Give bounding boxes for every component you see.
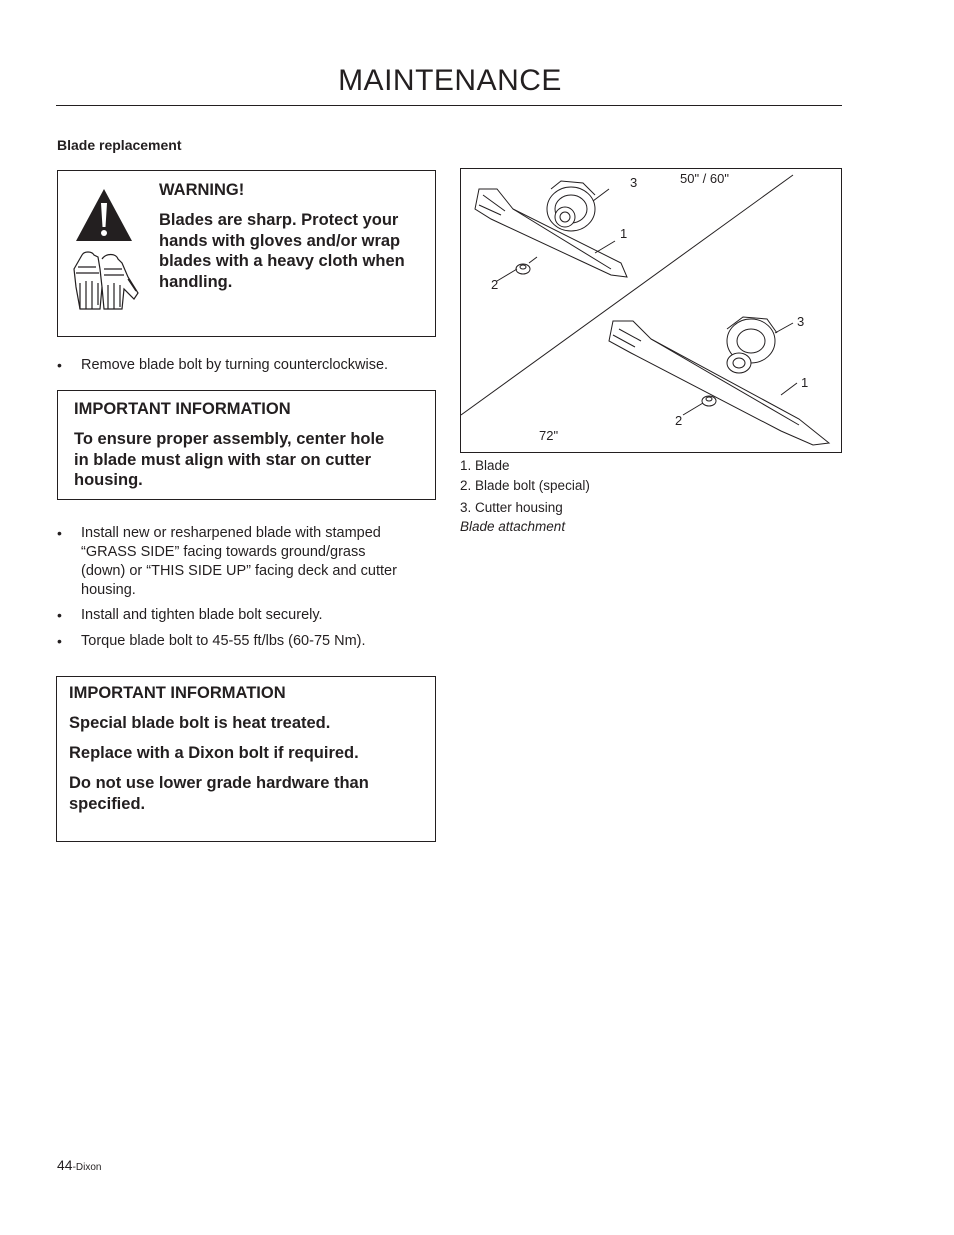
bullet-text [81, 524, 397, 600]
bullet-dot: • [57, 357, 62, 373]
legend-item: 3. Cutter housing [460, 500, 563, 515]
important-info-box [56, 676, 436, 842]
figure-label-bottom: 72" [539, 428, 559, 443]
callout-3-top: 3 [630, 175, 638, 190]
page-footer [57, 1157, 101, 1173]
figure-label-top: 50" / 60" [680, 171, 729, 186]
bullet-line: “GRASS SIDE” facing towards ground/grass [81, 544, 366, 560]
bullet-dot: • [57, 633, 62, 649]
figure-caption: Blade attachment [460, 519, 566, 534]
info-heading: IMPORTANT INFORMATION [74, 400, 291, 418]
info-line: specified. [69, 794, 146, 813]
info-line: Do not use lower grade hardware than [69, 774, 369, 792]
bullet-item [57, 356, 437, 376]
warning-box [57, 170, 436, 337]
bullet-text: Install and tighten blade bolt securely. [81, 607, 323, 623]
title-rule [56, 105, 842, 106]
warning-heading: WARNING! [159, 181, 245, 199]
callout-2-top: 2 [491, 277, 499, 292]
warning-line: handling. [159, 272, 233, 291]
info-text: Special blade bolt is heat treated. [69, 714, 331, 732]
bullet-item [57, 524, 437, 602]
bullet-item [57, 606, 437, 626]
page-number: 44 [57, 1157, 73, 1173]
warning-triangle-icon [74, 187, 134, 243]
footer-brand: -Dixon [72, 1162, 102, 1173]
callout-1-bottom: 1 [801, 375, 809, 390]
info-text [74, 429, 424, 491]
info-heading: IMPORTANT INFORMATION [69, 684, 286, 702]
legend-item: 2. Blade bolt (special) [460, 478, 590, 493]
bullet-line: (down) or “THIS SIDE UP” facing deck and cutter [81, 563, 397, 579]
blade-diagram [461, 169, 841, 452]
bullet-line: housing. [81, 582, 136, 598]
bullet-item [57, 632, 437, 652]
section-title: Blade replacement [57, 137, 182, 153]
info-text: Replace with a Dixon bolt if required. [69, 744, 359, 762]
warning-line: Blades are sharp. Protect your [159, 211, 399, 229]
blade-figure [460, 168, 842, 453]
callout-1-top: 1 [620, 226, 628, 241]
warning-line: blades with a heavy cloth when [159, 252, 405, 270]
warning-text [159, 210, 431, 292]
info-line: To ensure proper assembly, center hole [74, 430, 385, 448]
bullet-text: Remove blade bolt by turning counterclockwise. [81, 357, 389, 373]
bullet-dot: • [57, 607, 62, 623]
important-info-box [57, 390, 436, 500]
gloves-icon [72, 247, 142, 313]
bullet-dot: • [57, 525, 62, 541]
callout-2-bottom: 2 [675, 413, 683, 428]
bullet-text: Torque blade bolt to 45-55 ft/lbs (60-75 Nm). [81, 633, 366, 649]
legend-item: 1. Blade [460, 458, 510, 473]
info-line: housing. [74, 471, 143, 489]
info-line: in blade must align with star on cutter [74, 450, 372, 469]
bullet-line: Install new or resharpened blade with stamped [81, 525, 381, 541]
figure-legend [460, 458, 760, 535]
warning-line: hands with gloves and/or wrap [159, 231, 401, 250]
page-title: MAINTENANCE [338, 64, 562, 97]
callout-3-bottom: 3 [797, 314, 805, 329]
info-text [69, 773, 429, 814]
